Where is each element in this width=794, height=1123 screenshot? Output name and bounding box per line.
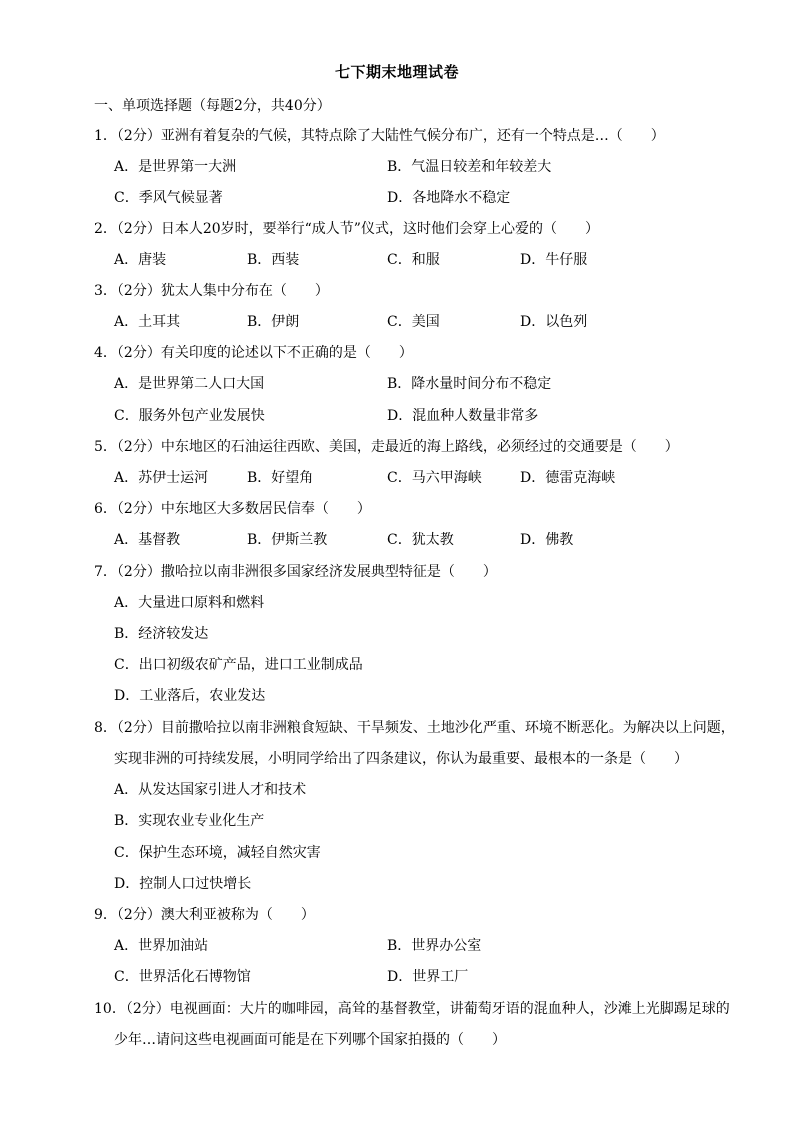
question-stem: 3．（2分）犹太人集中分布在（ ）: [94, 283, 329, 299]
option-c: C．出口初级农矿产品，进口工业制成品: [114, 657, 363, 673]
question-stem: 10．（2分）电视画面：大片的咖啡园，高耸的基督教堂，讲葡萄牙语的混血种人，沙滩上光脚踢足球的: [94, 1001, 730, 1017]
question-stem-continued: 少年…请问这些电视画面可能是在下列哪个国家拍摄的（ ）: [114, 1032, 506, 1048]
option-b: B．经济较发达: [114, 626, 209, 642]
option-c: C．犹太教: [387, 532, 454, 548]
option-c: C．马六甲海峡: [387, 470, 482, 486]
option-d: D．工业落后，农业发达: [114, 688, 266, 704]
question-stem: 2．（2分）日本人20岁时，要举行“成人节”仪式，这时他们会穿上心爱的（ ）: [94, 221, 599, 237]
option-c: C．世界活化石博物馆: [114, 969, 251, 985]
option-b: B．实现农业专业化生产: [114, 813, 265, 829]
option-a: A．从发达国家引进人才和技术: [114, 782, 307, 798]
option-d: D．混血种人数量非常多: [387, 408, 539, 424]
option-b: B．气温日较差和年较差大: [387, 159, 552, 175]
option-a: A．是世界第二人口大国: [114, 376, 265, 392]
option-c: C．和服: [387, 252, 440, 268]
question-stem: 1．（2分）亚洲有着复杂的气候，其特点除了大陆性气候分布广，还有一个特点是…（ ）: [94, 128, 665, 144]
option-d: D．德雷克海峡: [520, 470, 616, 486]
option-b: B．降水量时间分布不稳定: [387, 376, 552, 392]
option-d: D．各地降水不稳定: [387, 190, 511, 206]
question-stem: 9．（2分）澳大利亚被称为（ ）: [94, 907, 315, 923]
option-a: A．土耳其: [114, 314, 181, 330]
option-d: D．控制人口过快增长: [114, 876, 252, 892]
option-b: B．伊斯兰教: [247, 532, 328, 548]
exam-title: 七下期末地理试卷: [334, 63, 459, 81]
section-heading: 一、单项选择题（每题2分，共40分）: [94, 98, 331, 114]
question-stem-continued: 实现非洲的可持续发展，小明同学给出了四条建议，你认为最重要、最根本的一条是（ ）: [114, 751, 688, 767]
option-d: D．世界工厂: [387, 969, 469, 985]
option-a: A．大量进口原料和燃料: [114, 595, 265, 611]
question-stem: 6．（2分）中东地区大多数居民信奉（ ）: [94, 501, 371, 517]
option-c: C．服务外包产业发展快: [114, 408, 265, 424]
option-d: D．以色列: [520, 314, 588, 330]
option-b: B．世界办公室: [387, 938, 482, 954]
option-c: C．美国: [387, 314, 440, 330]
question-stem: 4．（2分）有关印度的论述以下不正确的是（ ）: [94, 345, 413, 361]
option-a: A．世界加油站: [114, 938, 209, 954]
option-b: B．西装: [247, 252, 300, 268]
option-b: B．好望角: [247, 470, 314, 486]
question-stem: 5．（2分）中东地区的石油运往西欧、美国，走最近的海上路线，必须经过的交通要是（ ）: [94, 439, 679, 455]
question-stem: 8．（2分）目前撒哈拉以南非洲粮食短缺、干旱频发、土地沙化严重、环境不断恶化。为解决以上问题，: [94, 720, 735, 736]
option-c: C．季风气候显著: [114, 190, 223, 206]
option-a: A．是世界第一大洲: [114, 159, 237, 175]
option-b: B．伊朗: [247, 314, 300, 330]
option-a: A．唐装: [114, 252, 167, 268]
option-a: A．苏伊士运河: [114, 470, 209, 486]
question-stem: 7．（2分）撒哈拉以南非洲很多国家经济发展典型特征是（ ）: [94, 564, 497, 580]
option-d: D．牛仔服: [520, 252, 588, 268]
option-a: A．基督教: [114, 532, 181, 548]
option-d: D．佛教: [520, 532, 574, 548]
option-c: C．保护生态环境，减轻自然灾害: [114, 845, 321, 861]
